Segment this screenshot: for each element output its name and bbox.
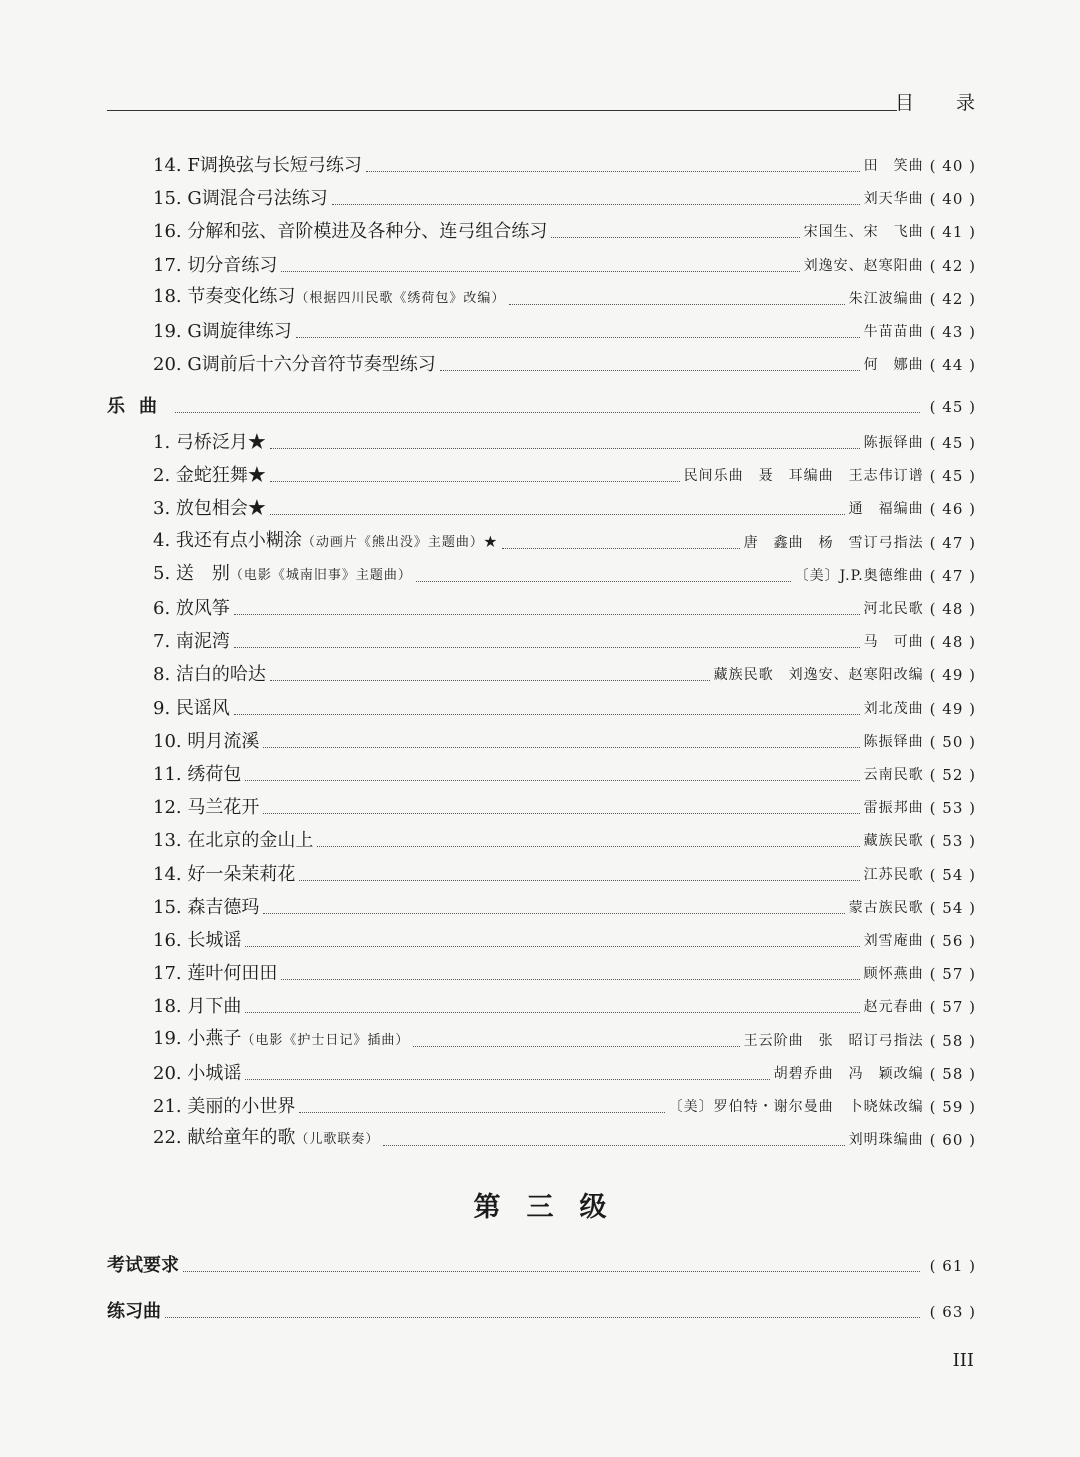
page-number: ( 45 ) [929,434,976,452]
entry-author: 雷振邦曲 [863,800,924,817]
entry-title [153,530,498,554]
entry-title [153,1063,241,1085]
entry-title [153,354,436,376]
entry-note: （儿歌联奏） [295,1132,380,1148]
entry-title [153,432,266,454]
entry-author: 江苏民歌 [863,866,924,883]
entry-author: 顾怀燕曲 [863,966,924,983]
entry-title-text: 4. 我还有点小糊涂 [153,529,302,551]
toc-entry[interactable] [0,696,976,720]
entry-title-text: 12. 马兰花开 [153,797,260,819]
entry-note: （根据四川民歌《绣荷包》改编） [295,290,506,306]
page-number: ( 63 ) [929,1303,976,1321]
leader-dots [281,979,859,980]
leader-dots [270,514,845,515]
entry-title-text: 21. 美丽的小世界 [153,1096,296,1117]
entry-title-text: 22. 献给童年的歌 [153,1127,296,1149]
leader-dots [245,1079,769,1080]
entry-title [153,631,230,653]
toc-entry[interactable] [0,286,976,310]
leader-dots [270,481,680,482]
entry-title [153,698,230,720]
page-number: ( 60 ) [929,1131,976,1150]
section-yuequ[interactable] [0,394,976,418]
entry-title [153,155,362,177]
toc-entry[interactable] [0,1127,976,1151]
leader-dots [245,780,859,781]
page-number: ( 59 ) [929,1098,976,1116]
page-number: ( 45 ) [929,467,976,486]
entry-title [153,221,547,243]
toc-entry[interactable] [0,762,976,786]
toc-entry[interactable] [0,895,976,919]
entry-title-text: 16. 分解和弦、音阶模进及各种分、连弓组合练习 [153,221,548,243]
page-number: ( 52 ) [929,766,976,784]
page-number: ( 57 ) [929,965,976,984]
entry-title-text: 8. 洁白的哈达 [153,664,266,686]
leader-dots [165,1317,920,1318]
leader-dots [263,813,859,814]
entry-title [153,1096,295,1118]
leader-dots [366,171,860,172]
entry-title-text: 14. F调换弦与长短弓练习 [153,155,362,176]
leader-dots [413,1046,739,1047]
leader-dots [551,237,799,238]
section-title: 乐曲 [107,396,171,417]
page-number: ( 50 ) [929,732,976,751]
entry-title [153,465,266,487]
entry-author: 马 可曲 [863,634,924,651]
page-number: ( 45 ) [929,398,976,416]
page-number: ( 46 ) [929,500,976,519]
entry-title-text: 10. 明月流溪 [153,730,260,752]
leader-dots [175,412,920,413]
entry-title-text: 6. 放风筝 [153,598,230,619]
entry-title [153,996,241,1018]
entry-author: 王云阶曲 张 昭订弓指法 [743,1032,924,1049]
page-number: ( 58 ) [929,1031,976,1050]
leader-dots [263,913,844,914]
toc-entry[interactable] [0,795,976,819]
entry-title-text: 9. 民谣风 [153,697,230,719]
entry-note: （电影《城南旧事》主题曲） [229,567,412,583]
entry-author: 赵元春曲 [863,999,924,1016]
entry-author: 陈振铎曲 [863,733,924,750]
page-folio: III [952,1350,974,1371]
entry-note: （动画片《熊出没》主题曲）★ [301,534,498,550]
leader-dots [383,1145,844,1146]
level-heading: 第三级 [473,1192,633,1223]
entry-author: 陈振铎曲 [863,435,924,451]
entry-title-text: 16. 长城谣 [153,930,242,951]
entry-title-text: 13. 在北京的金山上 [153,830,314,852]
page-number: ( 54 ) [929,898,976,917]
entry-title-text: 15. 森吉德玛 [153,896,260,918]
entry-author: 刘北茂曲 [863,700,924,717]
entry-author: 〔美〕罗伯特・谢尔曼曲 卜晓妹改编 [668,1099,924,1115]
toc-entry[interactable] [0,153,976,177]
page-number: ( 40 ) [929,190,976,209]
entry-title [153,797,259,819]
toc-entry[interactable] [0,1094,976,1118]
entry-title [153,286,505,310]
page-number: ( 53 ) [929,799,976,818]
toc-entry[interactable] [0,729,976,753]
entry-title [153,764,241,786]
page-number: ( 40 ) [929,157,976,175]
entry-title-text: 18. 节奏变化练习 [153,285,296,307]
toc-entry[interactable] [0,319,976,343]
page-number: ( 61 ) [929,1257,976,1275]
leader-dots [234,614,860,615]
page-number: ( 44 ) [929,356,976,375]
page-number: ( 48 ) [929,633,976,652]
toc-entry[interactable] [0,1061,976,1085]
toc-entry[interactable] [0,994,976,1018]
page-number: ( 42 ) [929,256,976,275]
page-number: ( 47 ) [929,533,976,552]
leader-dots [416,581,791,582]
toc-entry[interactable] [0,253,976,277]
toc-entry[interactable] [0,186,976,210]
entry-title [153,598,230,620]
entry-title-text: 5. 送 别 [153,562,230,584]
leader-dots [183,1271,920,1272]
section-kaoshi[interactable] [0,1253,976,1277]
leader-dots [317,846,859,847]
entry-author: 刘逸安、赵寒阳曲 [803,257,924,274]
leader-dots [245,1012,859,1013]
entry-title [153,188,328,210]
leader-dots [299,1112,664,1113]
entry-title-text: 11. 绣荷包 [153,764,242,785]
entry-title-text: 15. G调混合弓法练习 [153,188,328,210]
entry-author: 朱江波编曲 [848,290,924,307]
leader-dots [263,747,859,748]
entry-author: 民间乐曲 聂 耳编曲 王志伟订谱 [683,468,924,485]
leader-dots [245,946,859,947]
page-number: ( 41 ) [929,223,976,242]
entry-title [153,864,295,886]
leader-dots [296,337,860,338]
leader-dots [502,548,740,549]
entry-title [153,664,266,686]
toc-entry[interactable] [0,530,976,554]
entry-note: （电影《护士日记》插曲） [241,1032,410,1048]
entry-title-text: 18. 月下曲 [153,996,242,1018]
page-number: ( 48 ) [929,600,976,618]
running-head [107,88,993,114]
entry-title [153,255,277,277]
entry-title-text: 20. 小城谣 [153,1062,242,1084]
toc-entry[interactable] [0,596,976,620]
entry-title [153,1028,409,1052]
page-number: ( 56 ) [929,932,976,950]
entry-author: 唐 鑫曲 杨 雪订弓指法 [743,534,924,551]
entry-title [153,963,277,985]
page-number: ( 49 ) [929,666,976,685]
entry-title-text: 1. 弓桥泛月★ [153,432,266,453]
leader-dots [281,271,799,272]
entry-title [153,830,313,852]
toc-entry[interactable] [0,219,976,243]
entry-title-text: 17. 莲叶何田田 [153,963,278,985]
entry-title-text: 19. G调旋律练习 [153,321,292,342]
entry-title-text: 2. 金蛇狂舞★ [153,465,266,487]
leader-dots [440,370,860,371]
toc-entry[interactable] [0,928,976,952]
section-title: 练习曲 [107,1301,161,1322]
entry-author: 河北民歌 [863,601,924,617]
entry-author: 刘明珠编曲 [848,1132,924,1149]
page-number: ( 47 ) [929,566,976,585]
entry-title [153,1127,379,1151]
toc-entry[interactable] [0,961,976,985]
toc-entry[interactable] [0,662,976,686]
leader-dots [234,714,860,715]
entry-title-text: 20. G调前后十六分音符节奏型练习 [153,354,436,376]
toc-entry[interactable] [0,496,976,520]
entry-title-text: 7. 南泥湾 [153,631,230,653]
toc-entry[interactable] [0,463,976,487]
entry-title [153,731,259,753]
leader-dots [270,448,860,449]
page-number: ( 49 ) [929,699,976,718]
entry-title-text: 3. 放包相会★ [153,498,266,520]
entry-author: 胡碧乔曲 冯 颖改编 [773,1065,924,1082]
header-rule [107,110,897,111]
toc-entry[interactable] [0,629,976,653]
page-number: ( 42 ) [929,289,976,308]
toc-entry[interactable] [0,352,976,376]
entry-title-text: 14. 好一朵茉莉花 [153,863,296,885]
entry-title [153,563,412,587]
entry-author: 牛苗苗曲 [863,324,924,340]
toc-entry[interactable] [0,563,976,587]
page-number: ( 54 ) [929,865,976,884]
entry-title [153,897,259,919]
page-number: ( 43 ) [929,323,976,341]
entry-author: 云南民歌 [863,767,924,783]
entry-title [153,321,292,343]
leader-dots [332,204,860,205]
section-lianxi[interactable] [0,1299,976,1323]
entry-title-text: 17. 切分音练习 [153,254,278,276]
page-number: ( 58 ) [929,1064,976,1083]
entry-author: 田 笑曲 [863,158,924,174]
entry-author: 刘天华曲 [863,191,924,208]
entry-title [153,930,241,952]
leader-dots [234,647,860,648]
entry-author: 蒙古族民歌 [848,899,924,916]
leader-dots [270,680,710,681]
entry-author: 藏族民歌 [863,833,924,850]
toc-entry[interactable] [0,828,976,852]
entry-title-text: 19. 小燕子 [153,1027,242,1049]
entry-author: 藏族民歌 刘逸安、赵寒阳改编 [713,667,924,684]
leader-dots [299,880,859,881]
entry-author: 宋国生、宋 飞曲 [803,224,924,241]
running-head-title: 目 录 [894,92,993,114]
page-number: ( 57 ) [929,998,976,1017]
entry-author: 〔美〕J.P.奥德维曲 [794,567,924,584]
leader-dots [509,304,844,305]
toc-entry[interactable] [0,1028,976,1052]
entry-author: 通 福编曲 [848,501,924,518]
page-number: ( 53 ) [929,832,976,851]
section-title: 考试要求 [107,1255,179,1276]
entry-author: 刘雪庵曲 [863,933,924,949]
toc-entry[interactable] [0,430,976,454]
entry-author: 何 娜曲 [863,357,924,374]
entry-title [153,498,266,520]
toc-entry[interactable] [0,862,976,886]
